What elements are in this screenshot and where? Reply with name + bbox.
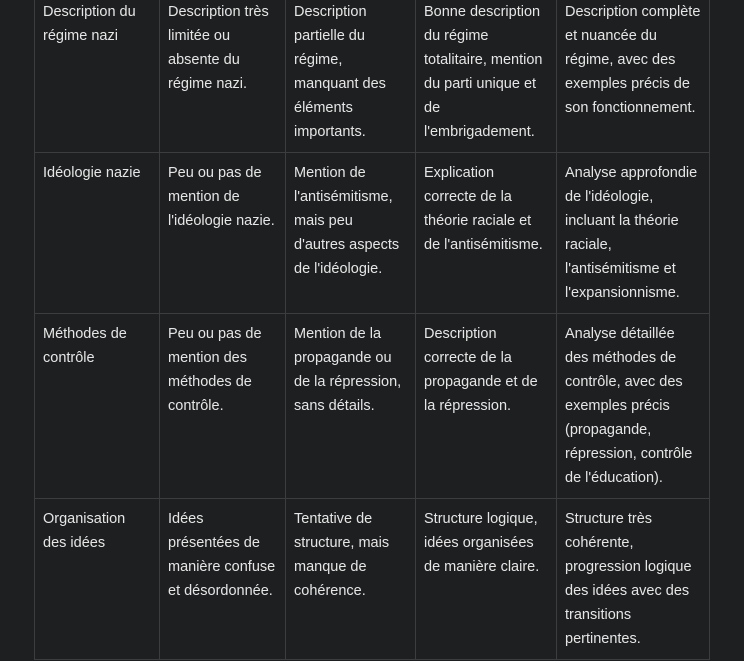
criterion-cell: Description du régime nazi xyxy=(35,0,160,153)
level-cell: Description correcte de la propagande et de la répression. xyxy=(416,314,557,499)
level-cell: Tentative de structure, mais manque de cohérence. xyxy=(286,499,416,660)
level-cell: Mention de la propagande ou de la répression, sans détails. xyxy=(286,314,416,499)
criterion-cell: Idéologie nazie xyxy=(35,153,160,314)
rubric-table xyxy=(34,0,710,660)
table-row xyxy=(35,314,710,499)
level-cell: Description complète et nuancée du régime, avec des exemples précis de son fonctionnement. xyxy=(557,0,710,153)
level-cell: Structure logique, idées organisées de manière claire. xyxy=(416,499,557,660)
table-row xyxy=(35,153,710,314)
table-row xyxy=(35,499,710,660)
table-row xyxy=(35,0,710,153)
level-cell: Analyse approfondie de l'idéologie, incluant la théorie raciale, l'antisémitisme et l'expansionnisme. xyxy=(557,153,710,314)
level-cell: Peu ou pas de mention de l'idéologie nazie. xyxy=(160,153,286,314)
rubric-table-container xyxy=(34,0,709,660)
level-cell: Idées présentées de manière confuse et désordonnée. xyxy=(160,499,286,660)
criterion-cell: Organisation des idées xyxy=(35,499,160,660)
level-cell: Description partielle du régime, manquant des éléments importants. xyxy=(286,0,416,153)
level-cell: Explication correcte de la théorie raciale et de l'antisémitisme. xyxy=(416,153,557,314)
level-cell: Mention de l'antisémitisme, mais peu d'autres aspects de l'idéologie. xyxy=(286,153,416,314)
level-cell: Bonne description du régime totalitaire, mention du parti unique et de l'embrigadement. xyxy=(416,0,557,153)
criterion-cell: Méthodes de contrôle xyxy=(35,314,160,499)
level-cell: Peu ou pas de mention des méthodes de contrôle. xyxy=(160,314,286,499)
level-cell: Structure très cohérente, progression logique des idées avec des transitions pertinentes. xyxy=(557,499,710,660)
level-cell: Analyse détaillée des méthodes de contrôle, avec des exemples précis (propagande, répression, contrôle de l'éducation). xyxy=(557,314,710,499)
level-cell: Description très limitée ou absente du régime nazi. xyxy=(160,0,286,153)
